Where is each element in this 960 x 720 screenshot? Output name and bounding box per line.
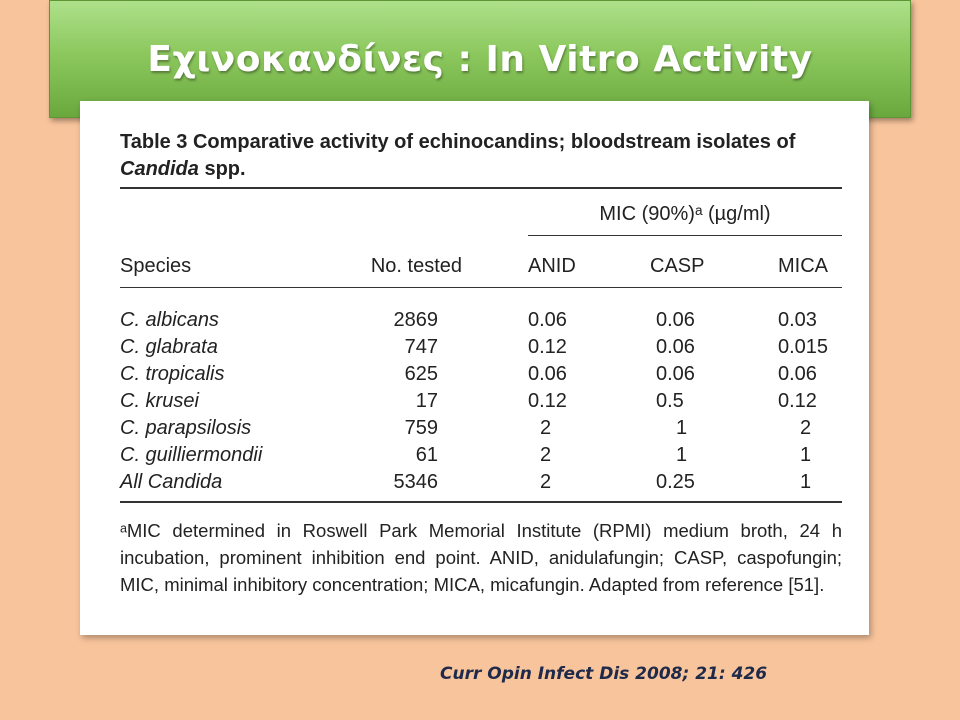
tested-cell: 625 xyxy=(404,363,438,385)
bottom-rule xyxy=(120,501,842,503)
tested-cell: 759 xyxy=(404,417,438,439)
col-header-casp: CASP xyxy=(650,255,705,277)
mica-cell: 0.12 xyxy=(778,390,817,412)
table-3 xyxy=(120,129,842,595)
species-cell: C. glabrata xyxy=(120,336,218,358)
anid-cell: 2 xyxy=(540,444,552,466)
species-cell: C. parapsilosis xyxy=(120,417,252,439)
mic-group-header: MIC (90%)ᵃ (µg/ml) xyxy=(599,203,771,225)
casp-cell: 0.06 xyxy=(656,363,695,385)
table-image xyxy=(80,101,869,635)
tested-cell: 747 xyxy=(404,336,438,358)
table-caption: Table 3 Comparative activity of echinocandins; bloodstream isolates of Candida spp. xyxy=(120,131,796,180)
mica-cell: 2 xyxy=(800,417,812,439)
species-cell: C. guilliermondii xyxy=(120,444,263,466)
col-header-mica: MICA xyxy=(778,255,828,277)
group-rule xyxy=(528,235,842,236)
tested-cell: 2869 xyxy=(393,309,438,331)
species-cell: C. tropicalis xyxy=(120,363,225,385)
top-rule xyxy=(120,187,842,189)
mica-cell: 0.015 xyxy=(778,336,829,358)
mica-cell: 1 xyxy=(800,444,812,466)
species-cell: C. albicans xyxy=(120,309,219,331)
casp-cell: 0.5 xyxy=(656,390,684,412)
header-rule xyxy=(120,287,842,288)
tested-cell: 17 xyxy=(415,390,438,412)
mica-cell: 0.03 xyxy=(778,309,817,331)
casp-cell: 0.06 xyxy=(656,309,695,331)
anid-cell: 0.06 xyxy=(528,363,567,385)
casp-cell: 1 xyxy=(676,444,688,466)
slide-title: Εχινοκανδίνες : In Vitro Activity xyxy=(147,39,813,80)
mica-cell: 1 xyxy=(800,471,812,493)
casp-cell: 0.06 xyxy=(656,336,695,358)
tested-cell: 5346 xyxy=(393,471,438,493)
citation: Curr Opin Infect Dis 2008; 21: 426 xyxy=(440,664,768,684)
anid-cell: 0.12 xyxy=(528,336,567,358)
anid-cell: 2 xyxy=(540,417,552,439)
col-header-tested: No. tested xyxy=(370,255,462,277)
anid-cell: 0.12 xyxy=(528,390,567,412)
mica-cell: 0.06 xyxy=(778,363,817,385)
casp-cell: 0.25 xyxy=(656,471,695,493)
species-cell: All Candida xyxy=(120,471,223,493)
species-cell: C. krusei xyxy=(120,390,199,412)
casp-cell: 1 xyxy=(676,417,688,439)
col-header-species: Species xyxy=(120,255,192,277)
col-header-anid: ANID xyxy=(528,255,576,277)
tested-cell: 61 xyxy=(415,444,438,466)
anid-cell: 0.06 xyxy=(528,309,567,331)
table-footnote: ᵃMIC determined in Roswell Park Memorial Institute (RPMI) medium broth, 24 h incubation, prominent inhibition end point. ANID, anidulafungin; CASP, caspofungin; MIC, minimal inhibitory concentration; MICA, micafungin. Adapted from reference [51]. xyxy=(120,520,842,595)
anid-cell: 2 xyxy=(540,471,552,493)
